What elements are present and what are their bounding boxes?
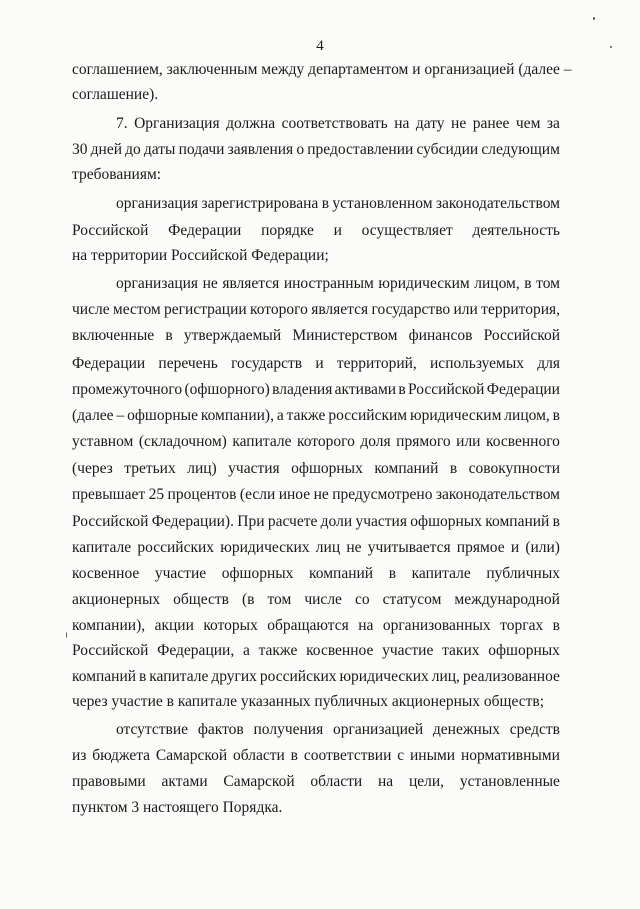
text-line: 30 дней до даты подачи заявления о предоставлении субсидии следующим (72, 141, 560, 158)
text-line: требованиям: (72, 166, 162, 183)
text-line: промежуточного (офшорного) владения активами в Российской Федерации (72, 381, 560, 398)
text-line: Российской Федерации, а также косвенное участие таких офшорных (72, 642, 560, 659)
text-line: организация зарегистрирована в установленном законодательством (116, 195, 560, 212)
text-line: соглашением, заключенным между департаментом и организацией (далее – (72, 61, 572, 78)
text-line: из бюджета Самарской области в соответствии с иными нормативными (72, 747, 560, 764)
text-line: Российской Федерации). При расчете доли участия офшорных компаний в (72, 513, 560, 530)
text-line: уставном (складочном) капитале которого доля прямого или косвенного (72, 433, 560, 450)
text-line: соглашение). (72, 86, 159, 103)
text-line: Российской Федерации порядке и осуществляет деятельность (72, 222, 560, 239)
text-line: организация не является иностранным юридическим лицом, в том (116, 275, 560, 292)
text-line: на территории Российской Федерации; (72, 247, 329, 264)
text-line: числе местом регистрации которого является государство или территория, (72, 301, 560, 318)
page-number: 4 (316, 38, 324, 54)
text-line: Федерации перечень государств и территорий, используемых для (72, 355, 560, 372)
text-line: компаний в капитале других российских юридических лиц, реализованное (72, 668, 560, 685)
text-line: пунктом 3 настоящего Порядка. (72, 799, 283, 816)
text-line: (через третьих лиц) участия офшорных компаний в совокупности (72, 460, 560, 477)
text-line: через участие в капитале указанных публичных акционерных обществ; (72, 693, 545, 710)
scan-speck (66, 632, 67, 638)
text-line: 7. Организация должна соответствовать на дату не ранее чем за (116, 115, 560, 132)
text-line: капитале российских юридических лиц не учитывается прямое и (или) (72, 539, 560, 556)
text-line: отсутствие фактов получения организацией денежных средств (116, 721, 560, 738)
text-line: превышает 25 процентов (если иное не предусмотрено законодательством (72, 486, 560, 503)
text-line: компании), акции которых обращаются на организованных торгах в (72, 617, 560, 634)
scan-speck (610, 46, 612, 48)
text-line: акционерных обществ (в том числе со статусом международной (72, 591, 560, 608)
text-line: правовыми актами Самарской области на цели, установленные (72, 773, 560, 790)
text-line: включенные в утверждаемый Министерством финансов Российской (72, 327, 560, 344)
text-line: (далее – офшорные компании), а также российским юридическим лицом, в (72, 407, 560, 424)
scan-speck (593, 17, 595, 20)
text-line: косвенное участие офшорных компаний в капитале публичных (72, 565, 560, 582)
